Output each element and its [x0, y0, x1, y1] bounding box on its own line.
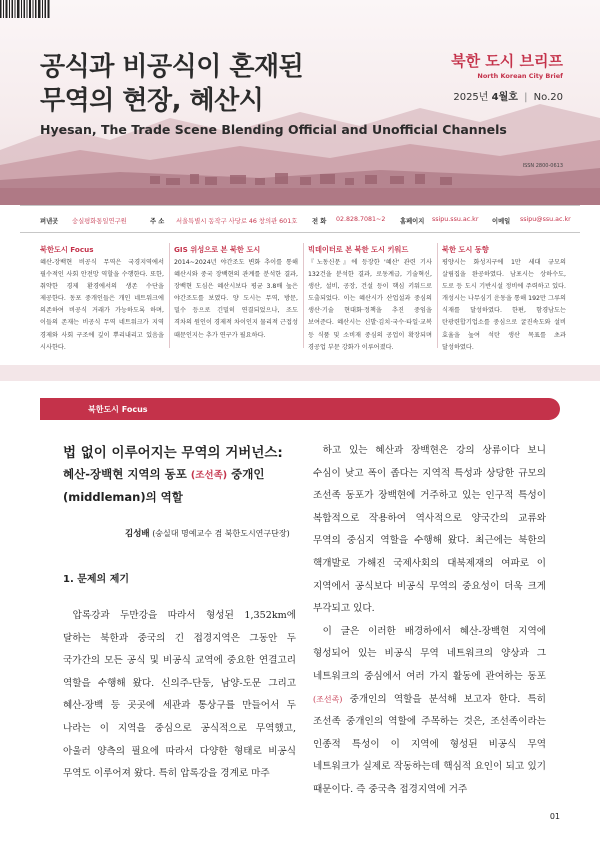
website-label: 홈페이지 — [400, 218, 425, 225]
publisher-label: 펴낸곳 — [40, 218, 59, 225]
issue-info: 2025년 4월호 | No.20 — [453, 92, 563, 103]
website-link[interactable]: ssipu.ssu.ac.kr — [432, 216, 479, 223]
article-title-line-2 — [63, 463, 303, 487]
title-highlight: (조선족) — [190, 470, 228, 481]
summary-trends — [442, 245, 566, 354]
column-divider — [169, 243, 170, 348]
author-affiliation: (숭실대 명예교수 겸 북한도시연구단장) — [152, 529, 290, 538]
report-title — [40, 50, 303, 118]
address-value: 서울특별시 동작구 사당로 46 창의관 601호 — [176, 218, 298, 225]
article-title-line-1: 법 없이 이루어지는 무역의 거버넌스: — [63, 445, 283, 461]
section-band — [0, 365, 600, 381]
title-line-2: 무역의 현장, 혜산시 — [40, 86, 264, 116]
publisher-bar — [20, 205, 580, 233]
section-heading: 1. 문제의 제기 — [63, 574, 130, 585]
summary-heading: 북한도시 Focus — [40, 245, 94, 254]
summary-heading: 빅데이터로 본 북한 도시 키워드 — [308, 245, 409, 254]
phone-label: 전 화 — [312, 218, 327, 225]
email-label: 이메일 — [492, 218, 511, 225]
summary-text: 평양시는 화성지구에 1만 세대 규모의 살림집을 완공하였다. 남포시는 상하수도, 도로 등 도시 기반시설 정비에 주력하고 있다. 개성시는 나무심기 운동을 통해 192만 그루의 식재를 달성하였다. 한편, 함경남도는 탄광련합기업소를 중심으로 굴진속도와 설비 효율을 높여 석탄 생산 목표를 초과 달성하였다. — [442, 259, 566, 351]
brand-name: 북한 도시 브리프 — [451, 52, 563, 70]
body-paragraph — [313, 621, 546, 802]
summary-heading: 북한 도시 동향 — [442, 245, 489, 254]
body-text: 이 글은 이러한 배경하에서 혜산-장백현 지역에 형성되어 있는 비공식 무역 네트워크의 양상과 그 네트워크의 중심에서 여러 가지 활동에 관여하는 동포 — [313, 625, 546, 682]
article-body-left — [63, 605, 296, 786]
summary-heading: GIS 위성으로 본 북한 도시 — [174, 245, 261, 254]
section-tag-label: 북한도시 Focus — [88, 405, 148, 414]
brand-name-en: North Korean City Brief — [477, 72, 563, 80]
issue-month: 4월호 — [491, 92, 518, 103]
title-text: 혜산-장백현 지역의 동포 — [63, 467, 191, 481]
body-highlight: (조선족) — [313, 694, 343, 704]
summary-gis — [174, 245, 298, 342]
column-divider — [303, 243, 304, 348]
title-line-1: 공식과 비공식이 혼재된 — [40, 52, 304, 82]
section-tag — [40, 398, 560, 420]
author-name: 김성배 — [125, 529, 150, 539]
article-title-line-3: (middleman)의 역할 — [63, 490, 183, 504]
phone-value: 02.828.7081~2 — [336, 216, 386, 223]
email-link[interactable]: ssipu@ssu.ac.kr — [520, 216, 571, 223]
body-paragraph: 압록강과 두만강을 따라서 형성된 1,352km에 달하는 북한과 중국의 긴 접경지역은 그동안 두 국가간의 모든 공식 및 비공식 교역에 중요한 연결고리 역할을 수행해 왔다. 신의주-단둥, 남양-도문 그리고 혜산-장백 등 곳곳에 세관과 통상구를 만들어서 두 나라는 이 지역을 중심으로 공식적으로 무역했고, 아울러 양측의 필요에 따라서 다양한 형태로 비공식 무역도 이루어져 왔다. 특히 압록강을 경계로 마주 — [63, 610, 296, 780]
summary-bigdata — [308, 245, 432, 354]
summary-focus — [40, 245, 164, 354]
title-text: 중개인 — [227, 467, 265, 481]
address-label: 주 소 — [150, 218, 165, 225]
issue-year: 2025년 — [453, 92, 489, 103]
english-title: Hyesan, The Trade Scene Blending Official and Unofficial Channels — [40, 122, 507, 137]
cover-header — [0, 0, 600, 205]
issue-number: No.20 — [533, 92, 563, 103]
body-text: 중개인의 역할을 분석해 보고자 한다. 특히 조선족 중개인의 역할에 주목하는 것은, 조선족이라는 인종적 특성이 이 지역에 형성된 비공식 무역 네트워크가 실제로 작동하는데 핵심적 요인이 되고 있기 때문이다. 즉 중국측 접경지역에 거주 — [313, 693, 546, 795]
publisher-value: 숭실평화통일연구원 — [72, 218, 127, 225]
body-paragraph: 하고 있는 혜산과 장백현은 강의 상류이다 보니 수심이 낮고 폭이 좁다는 지역적 특성과 상당한 규모의 조선족 동포가 장백현에 거주하고 있는 인구적 특성이 복합적으로 작용하여 역사적으로 양국간의 교류와 무역의 중심지 역할을 수행해 왔다. 최근에는 북한의 핵개발로 가해진 국제사회의 대북제재의 여파로 이 지역에서 공식보다 비공식 무역의 중요성이 더욱 크게 부각되고 있다. — [313, 445, 546, 615]
author-line — [125, 527, 290, 539]
column-divider — [437, 243, 438, 348]
page-number: 01 — [549, 812, 560, 821]
summary-text: 혜산-장백현 비공식 무역은 국경지역에서 필수적인 사회 안전망 역할을 수행한다. 또한, 취약한 경제 환경에서의 생존 수단을 제공한다. 동포 중개인들은 개인 네트워크에 의존하여 비공식 거래가 가능하도록 하며, 이들의 존재는 비공식 무역 네트워크가 지역 경제와 사회 구조에 깊이 뿌리내리고 있음을 시사한다. — [40, 259, 164, 351]
issn-label: ISSN 2800-0613 — [522, 163, 563, 169]
summary-text: 『노동신문』에 등장한 '혜산' 관련 기사 132건을 분석한 결과, 로동계급, 기술혁신, 생산, 설비, 공장, 건설 등이 핵심 키워드로 도출되었다. 이는 혜산시가 산업설과 중심의 생산·기술 현대화·정책을 추진 중임을 보여준다. 혜산시는 신발·김치·국수·타일·교복 등 식품 및 소비재 중심의 공업이 확장되며 경공업 부문 강화가 이루어졌다. — [308, 259, 432, 351]
summary-text: 2014~2024년 야간조도 변화 추이를 통해 혜산시와 중국 장백현의 관계를 분석한 결과, 장백현 도심은 혜산시보다 평균 3.8배 높은 야간조도를 보였다. 양 도시는 무역, 방문, 밀수 등으로 긴밀히 연결되었으나, 조도 격차의 원인이 경제적 차이인지 물리적 근접성 때문인지는 추가 연구가 필요하다. — [174, 259, 298, 339]
article-title — [63, 444, 303, 507]
barcode-icon — [0, 0, 50, 18]
article-body-right — [313, 440, 546, 802]
